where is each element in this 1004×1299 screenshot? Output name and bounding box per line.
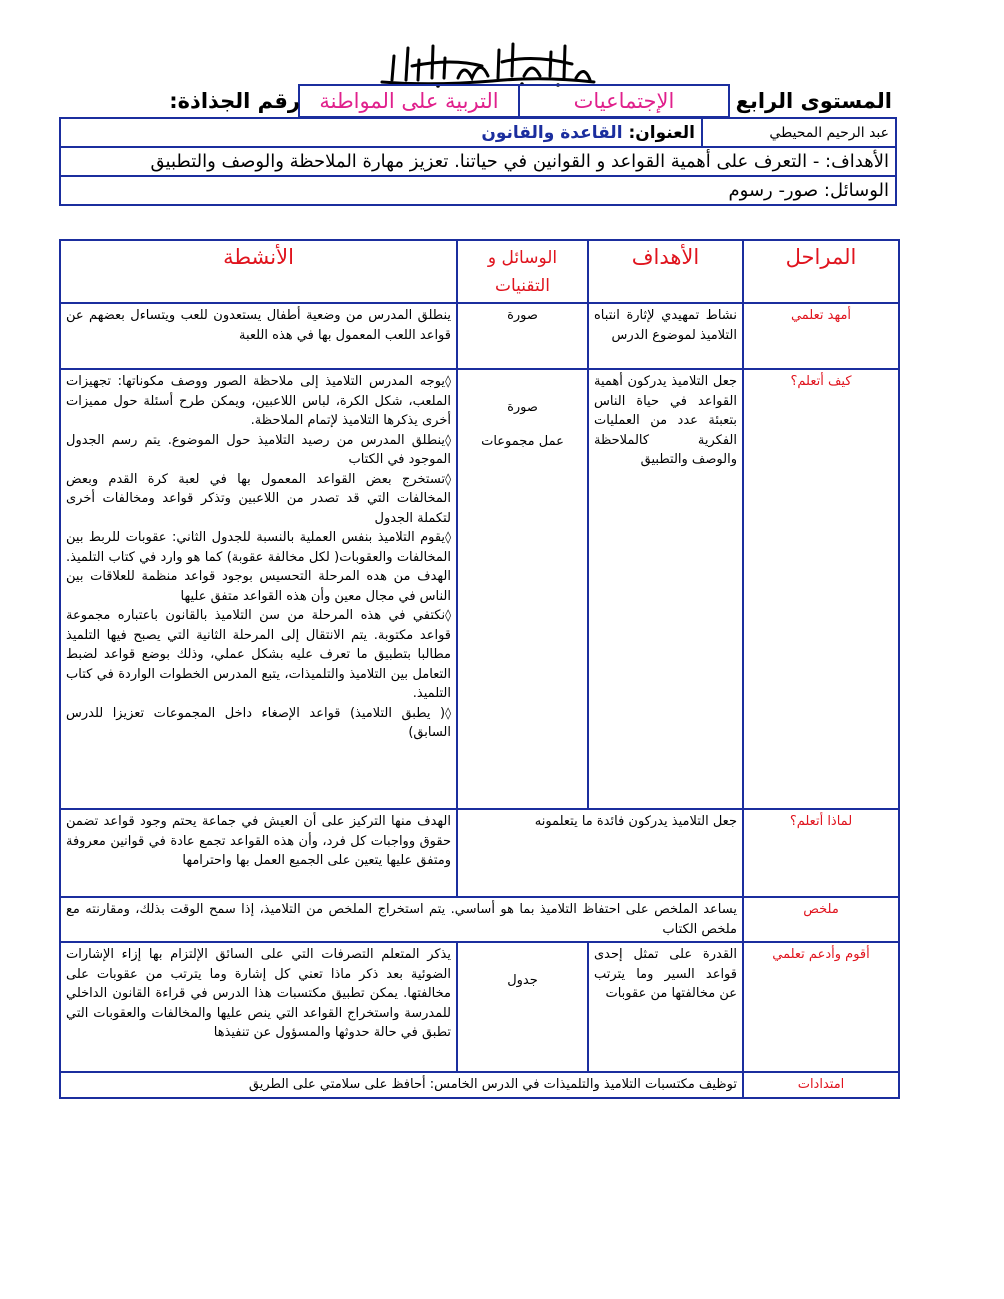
diamond-bullet-icon: ◊ [445, 608, 451, 622]
list-item: ◊نكتفي في هذه المرحلة من سن التلاميذ بالقانون باعتباره مجموعة قواعد مكتوبة. يتم الانتقال إلى المرحلة الثانية التي يصبح فيها التلميذ مطالبا بتطبيق ما تعرف عليه بشكل عملي، وذلك بوضع قواعد لضبط التعامل بين التلاميذ والتلميذات، يتبع المدرس الخطوات الواردة في كتاب التلميذ. [66, 608, 451, 701]
activities-cell [60, 369, 457, 809]
info-tools-row [60, 176, 896, 205]
diamond-bullet-icon: ◊ [445, 530, 451, 544]
table-row [60, 1072, 899, 1098]
objective-cell: نشاط تمهيدي لإثارة انتباه التلاميذ لموضوع الدرس [588, 303, 743, 369]
extensions-cell: توظيف مكتسبات التلاميذ والتلميذات في الدرس الخامس: أحافظ على سلامتي على الطريق [60, 1072, 743, 1098]
activities-cell: الهدف منها التركيز على أن العيش في جماعة يحتم وجود قواعد تضمن حقوق وواجبات كل فرد، وأن هذه القواعد تجمع عادة في قوانين معروفة ومتفق عليها يتعين على الجميع العمل بها واحترامها [60, 809, 457, 897]
lesson-table [59, 239, 900, 1099]
stage-cell: أقوم وأدعم تعلمي [743, 942, 899, 1072]
unit-box: التربية على المواطنة [298, 84, 520, 118]
basmala-calligraphy [372, 38, 602, 88]
teacher-name: عبد الرحيم المحيطي [702, 118, 896, 147]
subject-box: الإجتماعيات [518, 84, 730, 118]
activities-list [66, 372, 451, 743]
tools-cell [457, 369, 588, 809]
header-stages: المراحل [743, 240, 899, 303]
title-label: العنوان: [628, 122, 695, 143]
activities-cell: يذكر المتعلم التصرفات التي على السائق الإلتزام بها إزاء الإشارات الضوئية بعد ذكر ماذا تعني كل إشارة وما يترتب من عقوبات على مخالفتها. يمكن تطبيق مكتسبات هذا الدرس في قراءة القانون الداخلي للمدرسة واستخراج القواعد التي ينص عليها والمخالفات والعقوبات التي تطبق في حالة حدوثها والمسؤول عن تنفيذها [60, 942, 457, 1072]
tools-text: الوسائل: صور- رسوم [60, 176, 896, 205]
level-label: المستوى الرابع [735, 89, 892, 113]
tools-item: صورة [507, 400, 538, 415]
list-item: ◊يقوم التلاميذ بنفس العملية بالنسبة للجدول الثاني: عقوبات للربط بين المخالفات والعقوبات( لكل مخالفة عقوبة) كما هو وارد في كتاب التلميذ. الهدف من هده المرحلة التحسيس بوجود قواعد منظمة للعلاقات بين الناس في مجال معين وأن هذه القواعد متفق عليها [66, 530, 451, 604]
list-item: ◊تستخرج بعض القواعد المعمول بها في لعبة كرة القدم وبعض المخالفات التي قد تصدر من اللاعبين وتذكر قواعد ومخالفات أخرى لتكملة الجدول [66, 471, 451, 526]
lesson-title-cell [60, 118, 702, 147]
list-item: ◊ينطلق المدرس من رصيد التلاميذ حول الموضوع. يتم رسم الجدول الموجود في الكتاب [66, 432, 451, 467]
stage-cell: ملخص [743, 897, 899, 942]
tools-item: عمل مجموعات [481, 433, 564, 449]
diamond-bullet-icon: ◊ [445, 374, 451, 388]
objective-cell: القدرة على تمثل إحدى قواعد السير وما يترتب عن مخالفتها من عقوبات [588, 942, 743, 1072]
list-item: ◊( يطبق التلاميذ) قواعد الإصغاء داخل المجموعات تعزيزا للدرس السابق) [66, 705, 451, 740]
objective-cell: جعل التلاميذ يدركون فائدة ما يتعلمونه [457, 809, 743, 897]
sheet-number-label: رقم الجذاذة: [169, 89, 300, 113]
diamond-bullet-icon: ◊ [445, 471, 451, 486]
objective-cell: جعل التلاميذ يدركون أهمية القواعد في حياة الناس بتعبئة عدد من العمليات الفكرية كالملاحظة والوصف والتطبيق [588, 369, 743, 809]
summary-cell: يساعد الملخص على احتفاظ التلاميذ بما هو أساسي. يتم استخراج الملخص من التلاميذ، إذا سمح الوقت بذلك، ومقارنته مع ملخص الكتاب [60, 897, 743, 942]
header-tools: الوسائل و التقنيات [457, 240, 588, 303]
tools-cell [457, 942, 588, 1072]
info-title-row [60, 118, 896, 147]
table-row [60, 369, 899, 809]
list-item: ◊يوجه المدرس التلاميذ إلى ملاحظة الصور ووصف مكوناتها: تجهيزات الملعب، شكل الكرة، لباس اللاعبين، ويمكن طرح أسئلة حول مميزات أخرى يذكرها التلاميذ لإتمام الملاحظة. [66, 374, 451, 428]
header-activities: الأنشطة [60, 240, 457, 303]
diamond-bullet-icon: ◊ [445, 705, 451, 720]
lesson-table-header [60, 240, 899, 303]
diamond-bullet-icon: ◊ [445, 432, 451, 447]
lesson-title: القاعدة والقانون [481, 122, 623, 143]
stage-cell: أمهد تعلمي [743, 303, 899, 369]
stage-cell: لماذا أتعلم؟ [743, 809, 899, 897]
table-row [60, 897, 899, 942]
stage-cell: امتدادات [743, 1072, 899, 1098]
header-row [60, 84, 898, 118]
objectives-text: الأهداف: - التعرف على أهمية القواعد و القوانين في حياتنا. تعزيز مهارة الملاحظة والوصف والتطبيق [60, 147, 896, 176]
table-row [60, 303, 899, 369]
table-row [60, 809, 899, 897]
info-objectives-row [60, 147, 896, 176]
tools-cell: صورة [457, 303, 588, 369]
tools-item: جدول [507, 973, 538, 988]
header-objectives: الأهداف [588, 240, 743, 303]
activities-cell: ينطلق المدرس من وضعية أطفال يستعدون للعب ويتساءل بعضهم عن قواعد اللعب المعمول بها في هذه اللعبة [60, 303, 457, 369]
table-row [60, 942, 899, 1072]
info-table [59, 117, 897, 206]
stage-cell: كيف أتعلم؟ [743, 369, 899, 809]
